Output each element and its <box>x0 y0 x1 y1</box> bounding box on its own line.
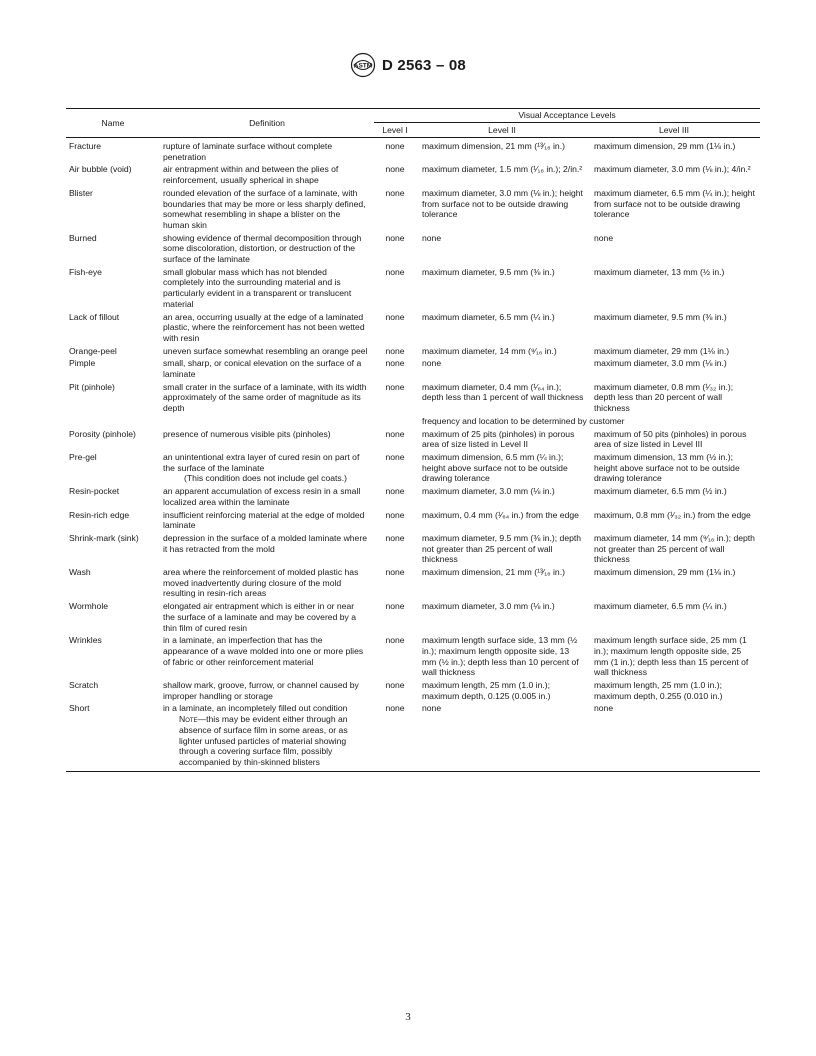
level-3-value: maximum diameter, 3.0 mm (⅛ in.) <box>594 358 727 369</box>
level-1-value: none <box>385 381 405 392</box>
level-3-value: maximum diameter, 3.0 mm (⅛ in.); 4/in.² <box>594 164 751 175</box>
defect-definition-cell <box>160 703 374 771</box>
level-3-value: maximum length surface side, 25 mm (1 in.); maximum length opposite side, 25 mm (1 in.); depth less than 15 percent of wall thickness <box>594 635 749 678</box>
defect-name: Scratch <box>69 680 99 691</box>
level-1-value: none <box>385 428 405 439</box>
level-3-value: maximum of 50 pits (pinholes) in porous area of size listed in Level III <box>594 428 747 450</box>
column-group-visual-acceptance: Visual Acceptance Levels <box>374 109 760 123</box>
defect-definition: uneven surface somewhat resembling an orange peel <box>163 345 368 356</box>
defect-definition: shallow mark, groove, furrow, or channel caused by improper handling or storage <box>163 680 359 701</box>
defect-definition-cell <box>160 452 374 486</box>
defect-definition: showing evidence of thermal decomposition through some discoloration, distortion, or destruction of the surface of the laminate <box>163 232 362 265</box>
definition-note <box>163 714 368 768</box>
table-row <box>66 312 760 346</box>
defect-definition: rounded elevation of the surface of a laminate, with boundaries that may be more or less sharply defined, somewhat resembling in shape a blister on the human skin <box>163 187 366 230</box>
level-1-value: none <box>385 532 405 543</box>
defect-definition: depression in the surface of a molded laminate where it has retracted from the mold <box>163 532 367 554</box>
document-id: D 2563 – 08 <box>382 56 466 74</box>
level-2-value: maximum diameter, 0.4 mm (¹⁄₆₄ in.); depth less than 1 percent of wall thickness <box>422 381 584 403</box>
table-row <box>66 680 760 703</box>
defect-definition: elongated air entrapment which is either in or near the surface of a laminate and may be covered by a thin film of cured resin <box>163 601 356 633</box>
table-row <box>66 510 760 533</box>
table-row <box>66 601 760 635</box>
level-1-value: none <box>385 232 405 243</box>
defect-definition: in a laminate, an incompletely filled out condition <box>163 703 348 714</box>
level-2-value: maximum diameter, 6.5 mm (¼ in.) <box>422 311 555 322</box>
defect-name: Wormhole <box>69 601 109 612</box>
level-1-value: none <box>385 486 405 497</box>
visual-acceptance-table <box>66 108 760 772</box>
defect-name: Pit (pinhole) <box>69 381 115 392</box>
defect-definition: insufficient reinforcing material at the edge of molded laminate <box>163 509 365 531</box>
level-1-value: none <box>385 266 405 277</box>
defect-name: Wash <box>69 567 91 578</box>
table-row <box>66 635 760 680</box>
level-1-value: none <box>385 635 405 646</box>
level-1-value: none <box>385 567 405 578</box>
defect-definition: small globular mass which has not blended completely into the surrounding material and is particularly evident in a transparent or translucent material <box>163 266 352 309</box>
column-header-level-1: Level I <box>374 123 416 138</box>
defect-definition: an area, occurring usually at the edge of a laminated plastic, where the reinforcement has not been wetted with resin <box>163 311 365 343</box>
level-1-value: none <box>385 164 405 175</box>
level-1-value: none <box>385 358 405 369</box>
level-1-value: none <box>385 345 405 356</box>
defect-definition: rupture of laminate surface without complete penetration <box>163 141 333 162</box>
note-text: —this may be evident either through an absence of surface film in some areas, or as lighter unfused particles of material showing through a covering surface film, possibly accompanied by thin-skinned blisters <box>179 714 348 767</box>
level-2-value: maximum diameter, 3.0 mm (⅛ in.); height from surface not to be outside drawing tolerance <box>422 187 583 220</box>
column-header-definition: Definition <box>160 109 374 138</box>
table-row <box>66 382 760 416</box>
level-3-value: maximum diameter, 14 mm (⁹⁄₁₆ in.); depth not greater than 25 percent of wall thickness <box>594 532 755 565</box>
level-2-value: none <box>416 703 588 771</box>
level-2-value: maximum dimension, 21 mm (¹³⁄₁₆ in.) <box>422 141 565 151</box>
defect-definition: small crater in the surface of a laminate, with its width approximately of the same order of magnitude as its depth <box>163 381 367 414</box>
page-header <box>0 52 816 78</box>
defect-definition: small, sharp, or conical elevation on the surface of a laminate <box>163 358 362 380</box>
level-2-value: maximum, 0.4 mm (¹⁄₆₄ in.) from the edge <box>422 509 579 520</box>
level-1-value: none <box>385 509 405 520</box>
level-1-value: none <box>385 451 405 462</box>
level-2-value: maximum diameter, 14 mm (⁹⁄₁₆ in.) <box>422 345 557 356</box>
table-row <box>66 533 760 567</box>
table-row <box>66 233 760 267</box>
defect-name: Porosity (pinhole) <box>69 428 136 439</box>
level-2-value: none <box>422 232 442 243</box>
level-3-value: none <box>594 232 614 243</box>
level-1-value: none <box>385 141 405 151</box>
column-header-level-3: Level III <box>588 123 760 138</box>
defect-name: Fish-eye <box>69 266 102 277</box>
defect-name: Wrinkles <box>69 635 102 646</box>
acceptance-table-container <box>66 108 760 772</box>
level-2-value: maximum diameter, 3.0 mm (⅛ in.) <box>422 601 555 612</box>
level-1-value: none <box>374 703 416 771</box>
table-body <box>66 138 760 772</box>
table-row <box>66 267 760 312</box>
defect-name: Pre-gel <box>69 451 97 462</box>
defect-definition: presence of numerous visible pits (pinholes) <box>163 428 331 439</box>
level-3-value: maximum, 0.8 mm (¹⁄₃₂ in.) from the edge <box>594 509 751 520</box>
defect-name: Air bubble (void) <box>69 164 132 175</box>
level-2-value: maximum length surface side, 13 mm (½ in.); maximum length opposite side, 13 mm (½ in.); depth less than 10 percent of wall thickness <box>422 635 579 678</box>
defect-name: Shrink-mark (sink) <box>69 532 139 543</box>
note-label: Note <box>179 714 198 725</box>
column-header-name: Name <box>66 109 160 138</box>
level-3-value: maximum diameter, 13 mm (½ in.) <box>594 266 725 277</box>
level-3-value: maximum diameter, 6.5 mm (¼ in.) <box>594 601 727 612</box>
logo-text: ASTM <box>353 62 373 70</box>
level-3-value: maximum diameter, 0.8 mm (¹⁄₃₂ in.); depth less than 20 percent of wall thickness <box>594 381 734 414</box>
level-1-value: none <box>385 601 405 612</box>
defect-definition: an apparent accumulation of excess resin in a small localized area within the laminate <box>163 486 361 507</box>
table-row <box>66 138 760 165</box>
defect-definition: area where the reinforcement of molded plastic has moved inadvertently during closure of the mold resulting in resin-rich areas <box>163 567 359 599</box>
table-row <box>66 452 760 486</box>
defect-name: Fracture <box>69 141 101 151</box>
table-row-spanning-note <box>66 416 760 429</box>
level-2-value: maximum diameter, 9.5 mm (⅜ in.); depth not greater than 25 percent of wall thickness <box>422 532 582 565</box>
definition-note: (This condition does not include gel coats.) <box>184 473 347 484</box>
level-3-value: maximum length, 25 mm (1.0 in.); maximum depth, 0.255 (0.010 in.) <box>594 680 723 701</box>
level-3-value: maximum diameter, 9.5 mm (⅜ in.) <box>594 311 727 322</box>
astm-logo <box>350 52 376 78</box>
defect-definition: an unintentional extra layer of cured resin on part of the surface of the laminate <box>163 451 360 473</box>
level-3-value: none <box>588 703 760 771</box>
table-row <box>66 358 760 381</box>
table-row <box>66 164 760 187</box>
level-2-value: maximum diameter, 9.5 mm (⅜ in.) <box>422 266 555 277</box>
level-3-value: maximum diameter, 29 mm (1⅛ in.) <box>594 345 730 356</box>
defect-name: Short <box>66 703 160 771</box>
table-row <box>66 567 760 601</box>
table-row <box>66 188 760 233</box>
level-3-value: maximum dimension, 13 mm (½ in.); height above surface not to be outside drawing tolerance <box>594 451 740 484</box>
level-3-value: maximum diameter, 6.5 mm (¼ in.); height from surface not to be outside drawing tolerance <box>594 187 755 220</box>
defect-definition: air entrapment within and between the plies of reinforcement, usually spherical in shape <box>163 164 339 186</box>
table-row <box>66 703 760 771</box>
page-number: 3 <box>405 1011 411 1023</box>
level-3-value: maximum diameter, 6.5 mm (½ in.) <box>594 486 727 497</box>
defect-name: Pimple <box>69 358 96 369</box>
defect-name: Resin-rich edge <box>69 509 130 520</box>
level-1-value: none <box>385 680 405 691</box>
defect-name: Orange-peel <box>69 345 117 356</box>
level-2-value: none <box>422 358 442 369</box>
level-2-value: maximum dimension, 6.5 mm (¼ in.); height above surface not to be outside drawing tolerance <box>422 451 568 484</box>
level-3-value: maximum dimension, 29 mm (1⅛ in.) <box>594 141 736 151</box>
level-1-value: none <box>385 311 405 322</box>
column-header-level-2: Level II <box>416 123 588 138</box>
table-row <box>66 346 760 359</box>
level-2-3-note: frequency and location to be determined by customer <box>422 415 625 426</box>
level-3-value: maximum dimension, 29 mm (1⅛ in.) <box>594 567 736 578</box>
defect-definition: in a laminate, an imperfection that has the appearance of a wave molded into one or more plies of fabric or other reinforcement material <box>163 635 364 667</box>
defect-name: Blister <box>69 187 93 198</box>
defect-name: Lack of fillout <box>69 311 120 322</box>
table-row <box>66 486 760 509</box>
level-2-value: maximum length, 25 mm (1.0 in.); maximum depth, 0.125 (0.005 in.) <box>422 680 551 701</box>
table-row <box>66 429 760 452</box>
level-2-value: maximum diameter, 3.0 mm (⅛ in.) <box>422 486 555 497</box>
defect-name: Burned <box>69 232 97 243</box>
level-1-value: none <box>385 187 405 198</box>
level-2-value: maximum dimension, 21 mm (¹³⁄₁₆ in.) <box>422 567 565 578</box>
defect-name: Resin-pocket <box>69 486 120 497</box>
level-2-value: maximum diameter, 1.5 mm (¹⁄₁₆ in.); 2/in.² <box>422 164 583 175</box>
level-2-value: maximum of 25 pits (pinholes) in porous area of size listed in Level II <box>422 428 575 450</box>
